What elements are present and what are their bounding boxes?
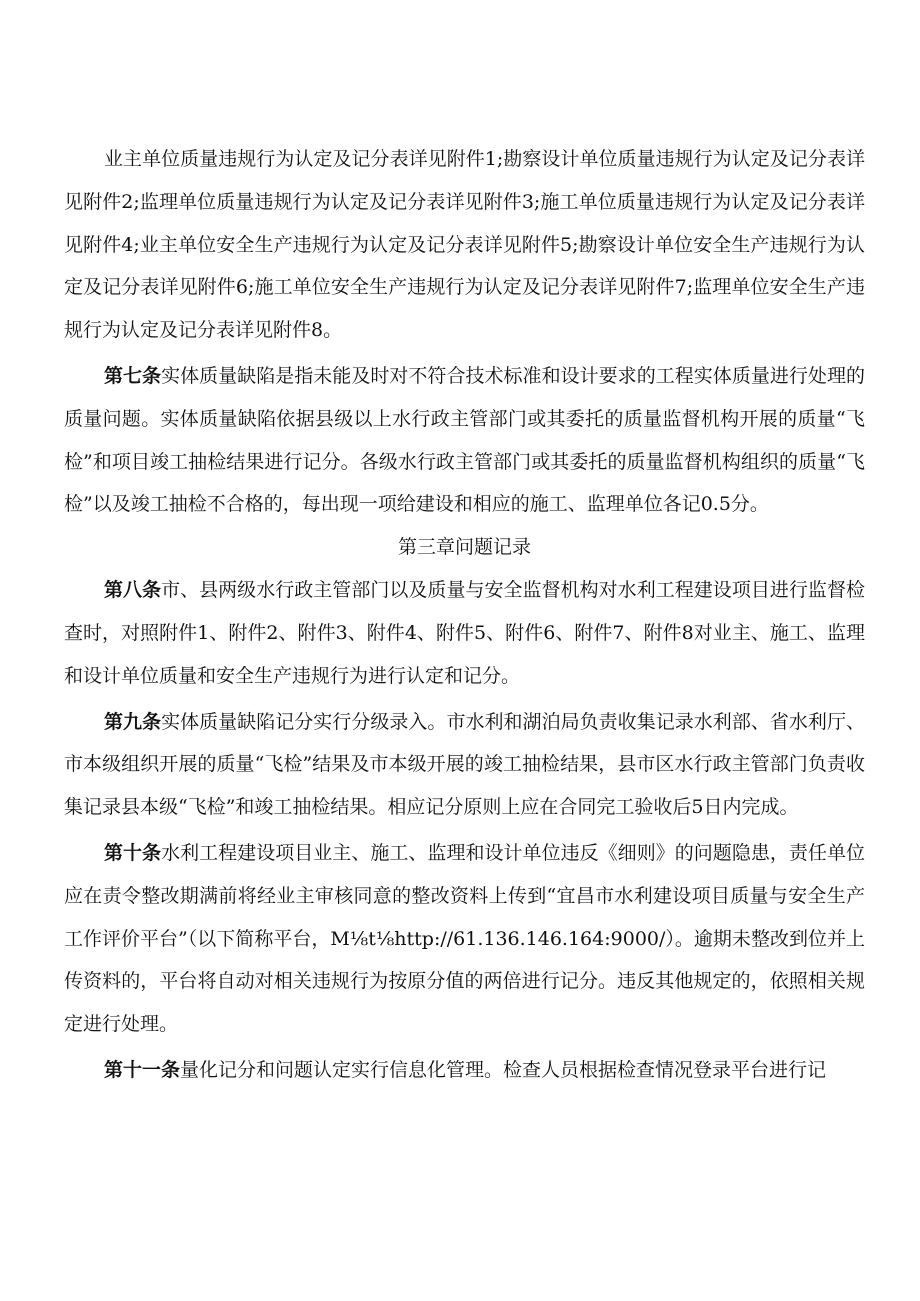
article-8 [64, 569, 865, 697]
article-text: 量化记分和问题认定实行信息化管理。检查人员根据检查情况登录平台进行记 [180, 1058, 827, 1081]
article-label: 第八条 [104, 579, 162, 602]
article-7 [64, 355, 865, 526]
paragraph-text: 业主单位质量违规行为认定及记分表详见附件1;勘察设计单位质量违规行为认定及记分表详见附件2;监理单位质量违规行为认定及记分表详见附件3;施工单位质量违规行为认定及记分表详见附件4;业主单位安全生产违规行为认定及记分表详见附件5;勘察设计单位安全生产违规行为认定及记分表详见附件6;施工单位安全生产违规行为认定及记分表详见附件7;监理单位安全生产违规行为认定及记分表详见附件8。 [64, 148, 865, 342]
article-text: 市、县两级水行政主管部门以及质量与安全监督机构对水利工程建设项目进行监督检查时，对照附件1、附件2、附件3、附件4、附件5、附件6、附件7、附件8对业主、施工、监理和设计单位质量和安全生产违规行为进行认定和记分。 [64, 579, 865, 687]
article-label: 第九条 [104, 710, 162, 733]
article-text: 实体质量缺陷是指未能及时对不符合技术标准和设计要求的工程实体质量进行处理的质量问题。实体质量缺陷依据县级以上水行政主管部门或其委托的质量监督机构开展的质量“飞检”和项目竣工抽检结果进行记分。各级水行政主管部门或其委托的质量监督机构组织的质量“飞检”以及竣工抽检不合格的，每出现一项给建设和相应的施工、监理单位各记0.5分。 [64, 364, 865, 516]
article-label: 第七条 [104, 364, 162, 387]
article-10 [64, 832, 865, 1046]
article-11 [64, 1049, 865, 1092]
chapter-heading: 第三章问题记录 [397, 536, 531, 559]
article-text: 水利工程建设项目业主、施工、监理和设计单位违反《细则》的问题隐患，责任单位应在责令整改期满前将经业主审核同意的整改资料上传到“宜昌市水利建设项目质量与安全生产工作评价平台”（以下简称平台，M⅛t⅛http://61.136.146.164:9000/）。逾期未整改到位并上传资料的，平台将自动对相关违规行为按原分值的两倍进行记分。违反其他规定的，依照相关规定进行处理。 [64, 841, 865, 1036]
document-page [64, 138, 865, 1092]
paragraph-annex-list [64, 138, 865, 352]
article-label: 第十一条 [104, 1058, 181, 1081]
article-9 [64, 701, 865, 829]
article-label: 第十条 [104, 841, 162, 864]
article-text: 实体质量缺陷记分实行分级录入。市水利和湖泊局负责收集记录水利部、省水利厅、市本级组织开展的质量“飞检”结果及市本级开展的竣工抽检结果，县市区水行政主管部门负责收集记录县本级“飞检”和竣工抽检结果。相应记分原则上应在合同完工验收后5日内完成。 [64, 710, 865, 819]
